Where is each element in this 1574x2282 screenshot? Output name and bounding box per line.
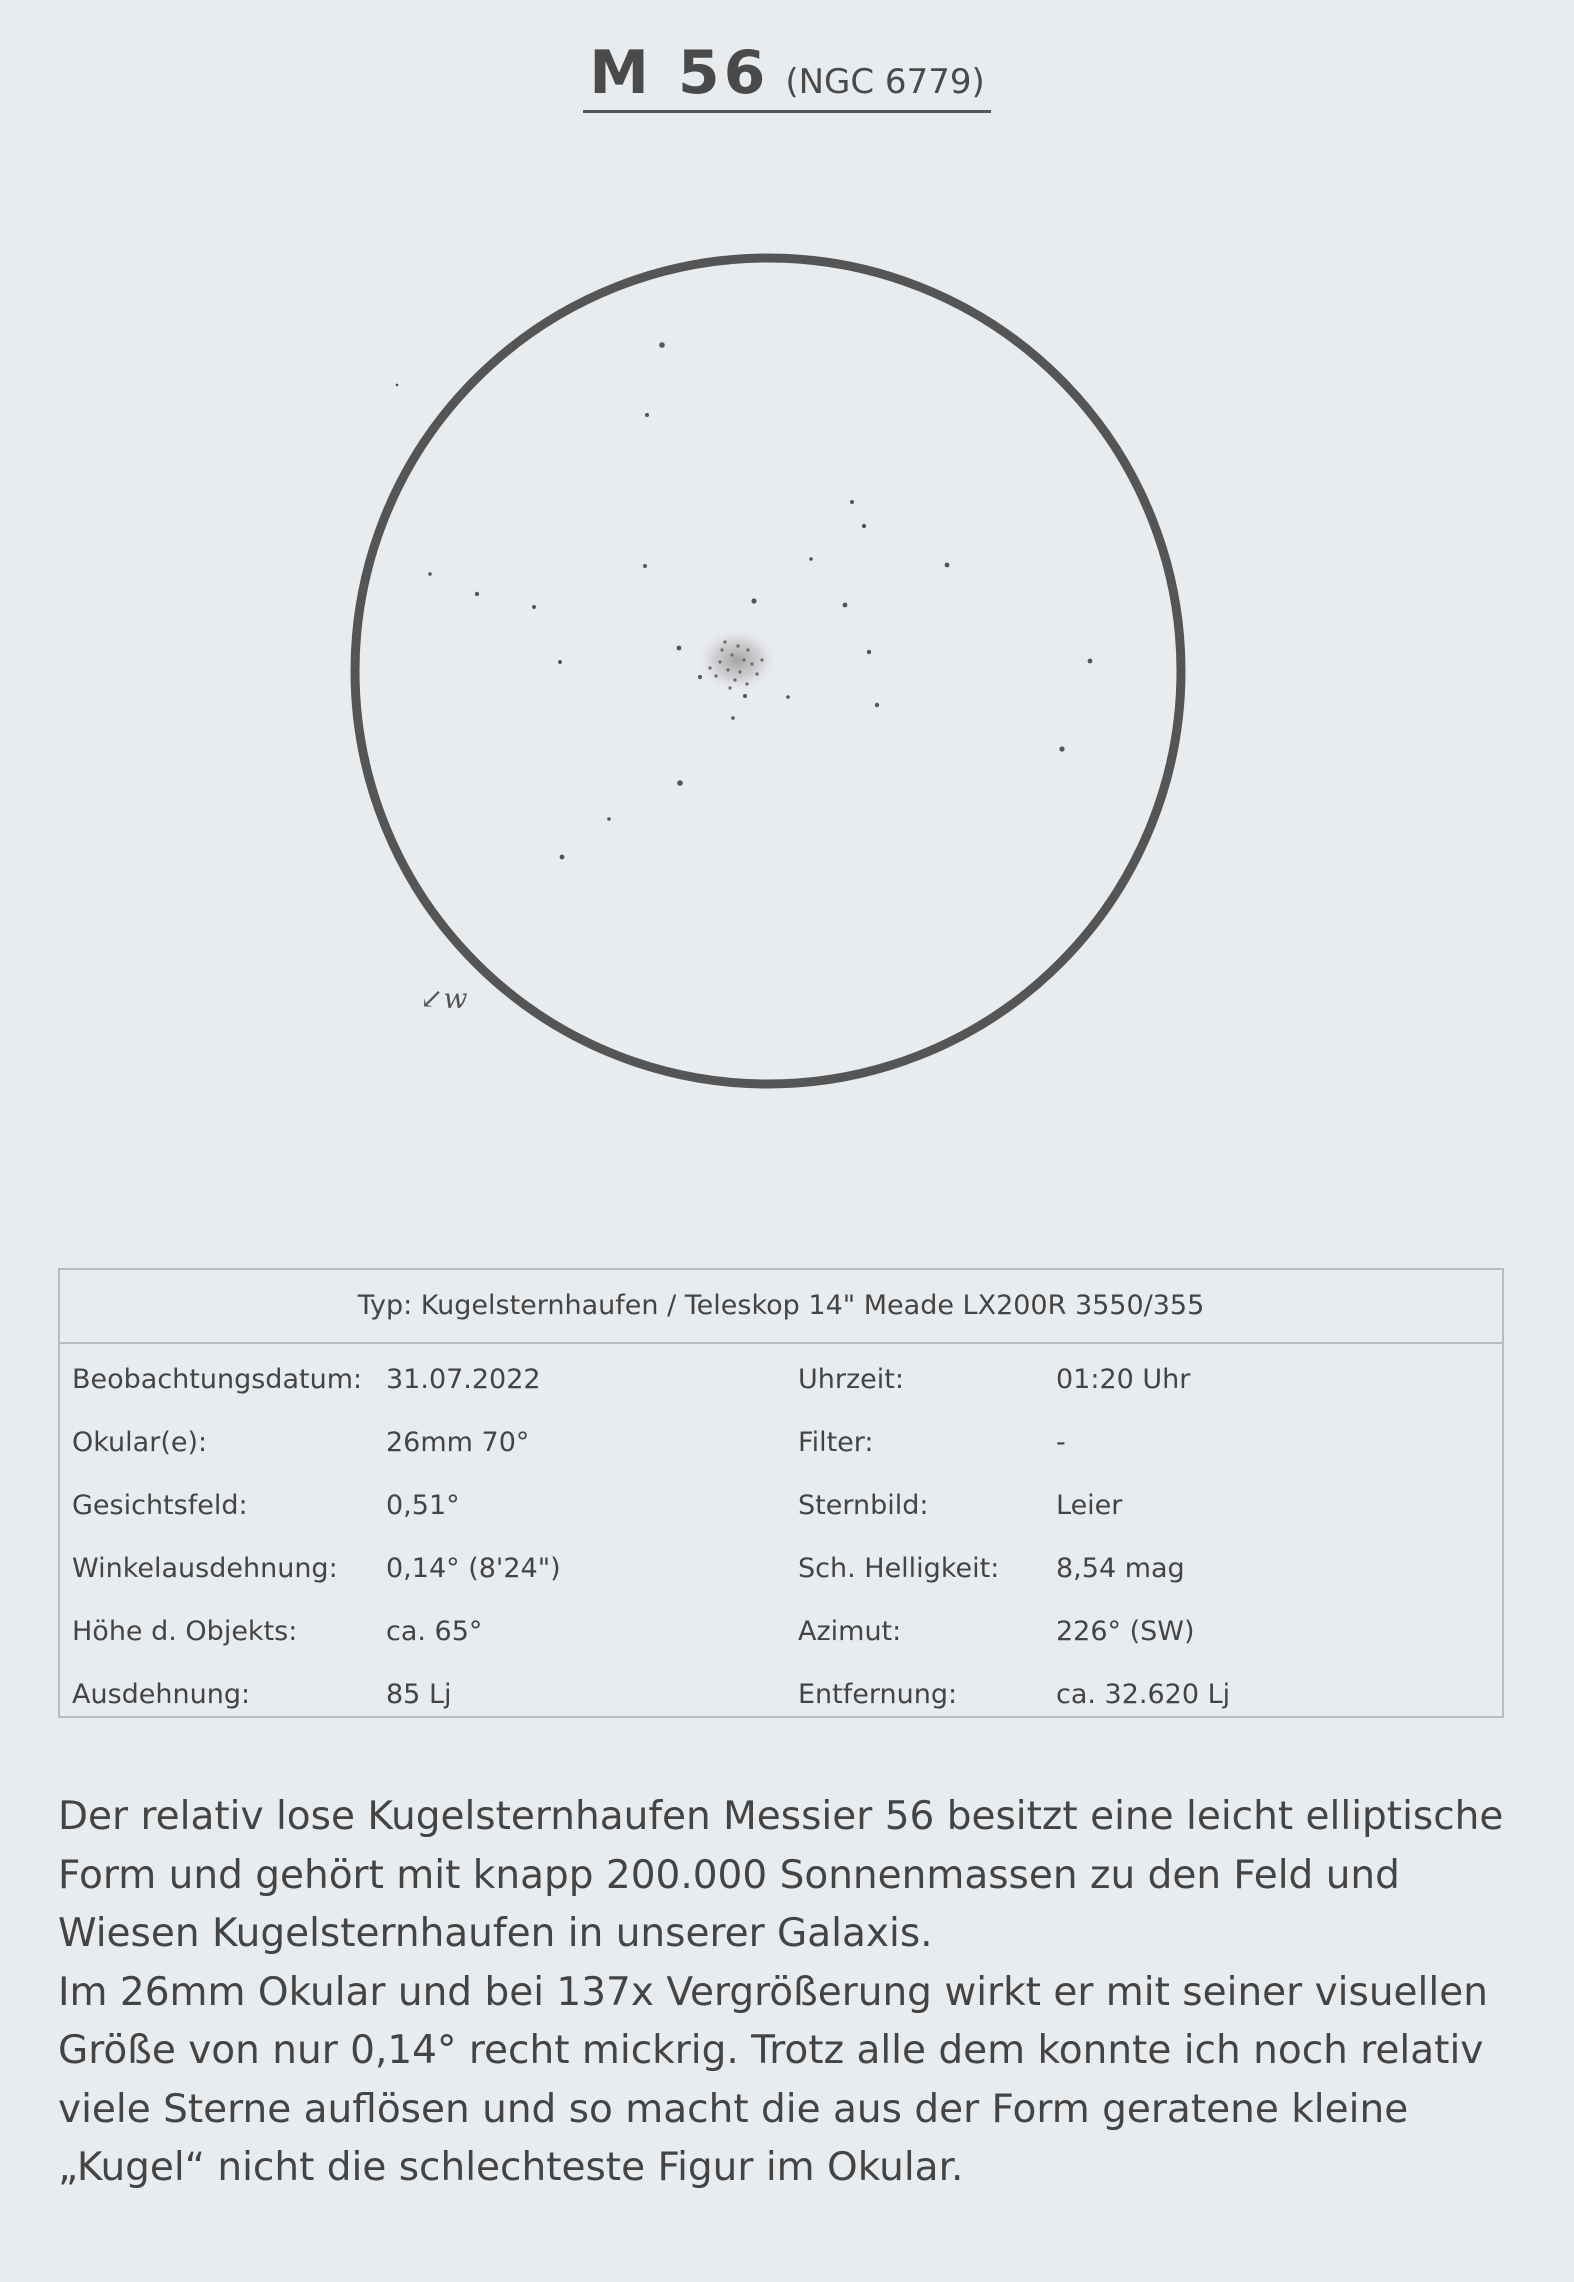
- field-star: [743, 694, 747, 698]
- field-star: [875, 703, 879, 707]
- field-star: [1059, 746, 1064, 751]
- description-paragraph: Im 26mm Okular und bei 137x Vergrößerung wirkt er mit seiner visuellen Größe von nur 0,14° recht mickrig. Trotz alle dem konnte ich noch relativ viele Sterne auflösen und so macht die aus der Form geratene kleine „Kugel“ nicht die schlechteste Figur im Okular.: [58, 1969, 1488, 2190]
- cluster-star: [755, 672, 758, 675]
- cluster-star: [723, 640, 726, 643]
- row-value: -: [1056, 1427, 1066, 1458]
- cluster-star: [728, 686, 731, 689]
- row-value: 0,14° (8'24"): [386, 1553, 561, 1584]
- row-value: ca. 32.620 Lj: [1056, 1679, 1231, 1710]
- row-label: Gesichtsfeld:: [72, 1490, 248, 1521]
- row-label: Sternbild:: [798, 1490, 929, 1521]
- table-row: [60, 1663, 1502, 1726]
- field-star: [607, 817, 611, 821]
- cluster-star: [738, 670, 741, 673]
- field-star: [396, 384, 399, 387]
- field-star: [677, 780, 683, 786]
- row-value: 85 Lj: [386, 1679, 452, 1710]
- field-star: [645, 413, 649, 417]
- globular-cluster-core: [699, 630, 775, 690]
- cluster-star: [760, 658, 763, 661]
- row-value: Leier: [1056, 1490, 1123, 1521]
- description-text: [58, 1788, 1538, 2198]
- object-name: M 56: [589, 38, 770, 108]
- table-row: [60, 1411, 1502, 1474]
- row-label: Uhrzeit:: [798, 1364, 904, 1395]
- field-star: [659, 342, 665, 348]
- table-header: Typ: Kugelsternhaufen / Teleskop 14" Meade LX200R 3550/355: [60, 1270, 1502, 1344]
- field-star: [1088, 659, 1093, 664]
- field-star: [532, 605, 536, 609]
- row-label: Filter:: [798, 1427, 874, 1458]
- catalog-name: (NGC 6779): [785, 62, 985, 102]
- cluster-star: [736, 644, 739, 647]
- cluster-star: [714, 674, 717, 677]
- west-direction-mark: ↙w: [420, 982, 468, 1015]
- field-star: [850, 500, 854, 504]
- row-label: Okular(e):: [72, 1427, 208, 1458]
- table-row: [60, 1537, 1502, 1600]
- field-star: [558, 660, 562, 664]
- cluster-star: [708, 666, 711, 669]
- field-star: [809, 557, 813, 561]
- field-star: [677, 646, 682, 651]
- row-value: 0,51°: [386, 1490, 460, 1521]
- field-star: [428, 572, 432, 576]
- field-star: [731, 716, 735, 720]
- cluster-star: [746, 648, 749, 651]
- field-star: [786, 695, 790, 699]
- row-value: 26mm 70°: [386, 1427, 530, 1458]
- table-row: [60, 1600, 1502, 1663]
- field-star: [867, 650, 871, 654]
- cluster-star: [720, 648, 723, 651]
- row-label: Entfernung:: [798, 1679, 958, 1710]
- row-value: 8,54 mag: [1056, 1553, 1185, 1584]
- row-label: Ausdehnung:: [72, 1679, 251, 1710]
- row-label: Azimut:: [798, 1616, 902, 1647]
- field-star: [560, 855, 565, 860]
- row-label: Höhe d. Objekts:: [72, 1616, 298, 1647]
- field-stars: [396, 342, 1093, 859]
- table-row: [60, 1348, 1502, 1411]
- field-star: [643, 564, 647, 568]
- row-label: Winkelausdehnung:: [72, 1553, 338, 1584]
- row-label: Sch. Helligkeit:: [798, 1553, 1000, 1584]
- field-star: [698, 675, 702, 679]
- field-star: [862, 524, 866, 528]
- description-paragraph: Der relativ lose Kugelsternhaufen Messier 56 besitzt eine leicht elliptische Form und gehört mit knapp 200.000 Sonnenmassen zu den Feld und Wiesen Kugelsternhaufen in unserer Galaxis.: [58, 1794, 1504, 1956]
- row-value: 01:20 Uhr: [1056, 1364, 1191, 1395]
- field-star: [843, 603, 848, 608]
- row-value: 31.07.2022: [386, 1364, 541, 1395]
- table-row: [60, 1474, 1502, 1537]
- row-label: Beobachtungsdatum:: [72, 1364, 363, 1395]
- observation-table: [58, 1268, 1504, 1718]
- cluster-star: [742, 658, 745, 661]
- cluster-star: [730, 653, 733, 656]
- field-star: [751, 598, 756, 603]
- row-value: 226° (SW): [1056, 1616, 1195, 1647]
- cluster-star: [726, 668, 729, 671]
- cluster-star: [750, 662, 753, 665]
- field-star: [475, 592, 479, 596]
- row-value: ca. 65°: [386, 1616, 483, 1647]
- field-star: [945, 563, 950, 568]
- cluster-star: [733, 678, 736, 681]
- cluster-star: [745, 682, 748, 685]
- cluster-star: [718, 660, 721, 663]
